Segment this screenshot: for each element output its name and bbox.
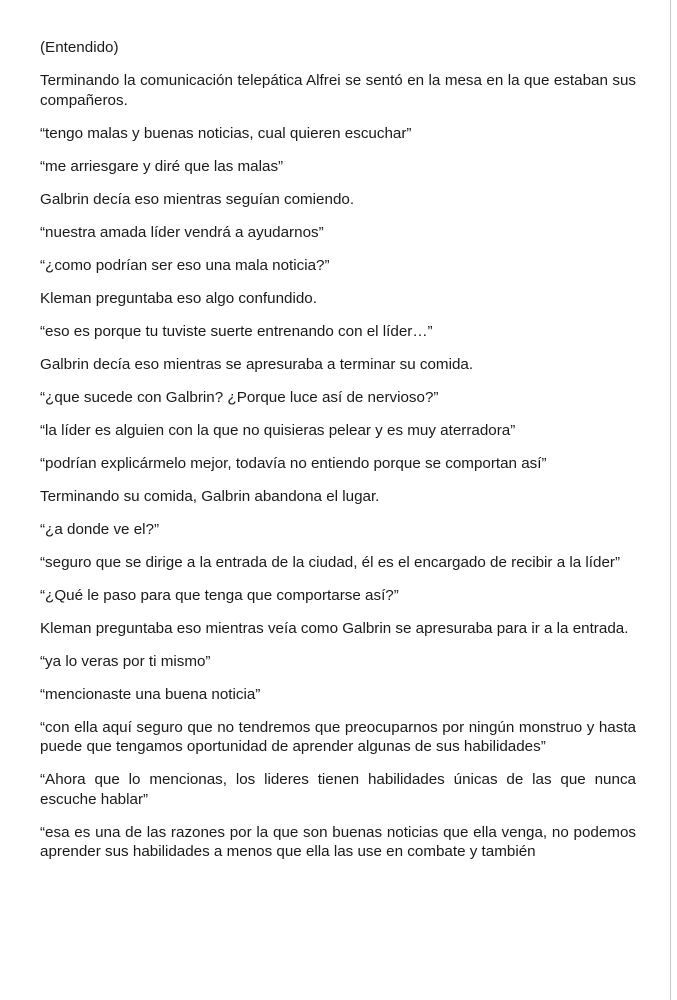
document-body <box>40 38 636 875</box>
paragraph: Terminando su comida, Galbrin abandona el lugar. <box>40 487 380 505</box>
paragraph: “¿a donde ve el?” <box>40 520 160 538</box>
paragraph: “me arriesgare y diré que las malas” <box>40 157 284 175</box>
page-edge-divider <box>670 0 671 1000</box>
paragraph: “¿como podrían ser eso una mala noticia?” <box>40 256 330 274</box>
paragraph: (Entendido) <box>40 39 119 56</box>
paragraph: “ya lo veras por ti mismo” <box>40 652 211 670</box>
paragraph: “con ella aquí seguro que no tendremos que preocuparnos por ningún monstruo y hasta puede que tengamos oportunidad de aprender algunas de sus habilidades” <box>40 718 636 755</box>
paragraph: Kleman preguntaba eso algo confundido. <box>40 289 317 307</box>
paragraph: Galbrin decía eso mientras se apresuraba a terminar su comida. <box>40 355 474 373</box>
paragraph: “seguro que se dirige a la entrada de la ciudad, él es el encargado de recibir a la líder” <box>40 553 621 571</box>
paragraph: Terminando la comunicación telepática Alfrei se sentó en la mesa en la que estaban sus compañeros. <box>40 72 636 109</box>
paragraph: “¿que sucede con Galbrin? ¿Porque luce así de nervioso?” <box>40 388 439 406</box>
paragraph: “esa es una de las razones por la que son buenas noticias que ella venga, no podemos aprender sus habilidades a menos que ella las use en combate y también <box>40 823 636 860</box>
paragraph: “la líder es alguien con la que no quisieras pelear y es muy aterradora” <box>40 421 516 439</box>
paragraph: “Ahora que lo mencionas, los lideres tienen habilidades únicas de las que nunca escuche hablar” <box>40 771 636 808</box>
paragraph: “nuestra amada líder vendrá a ayudarnos” <box>40 223 324 241</box>
paragraph: “eso es porque tu tuviste suerte entrenando con el líder…” <box>40 322 433 340</box>
paragraph: Kleman preguntaba eso mientras veía como Galbrin se apresuraba para ir a la entrada. <box>40 619 629 637</box>
paragraph: Galbrin decía eso mientras seguían comiendo. <box>40 190 355 208</box>
paragraph: “¿Qué le paso para que tenga que comportarse así?” <box>40 586 399 604</box>
paragraph: “tengo malas y buenas noticias, cual quieren escuchar” <box>40 124 412 142</box>
paragraph: “mencionaste una buena noticia” <box>40 685 261 703</box>
paragraph: “podrían explicármelo mejor, todavía no entiendo porque se comportan así” <box>40 454 547 472</box>
